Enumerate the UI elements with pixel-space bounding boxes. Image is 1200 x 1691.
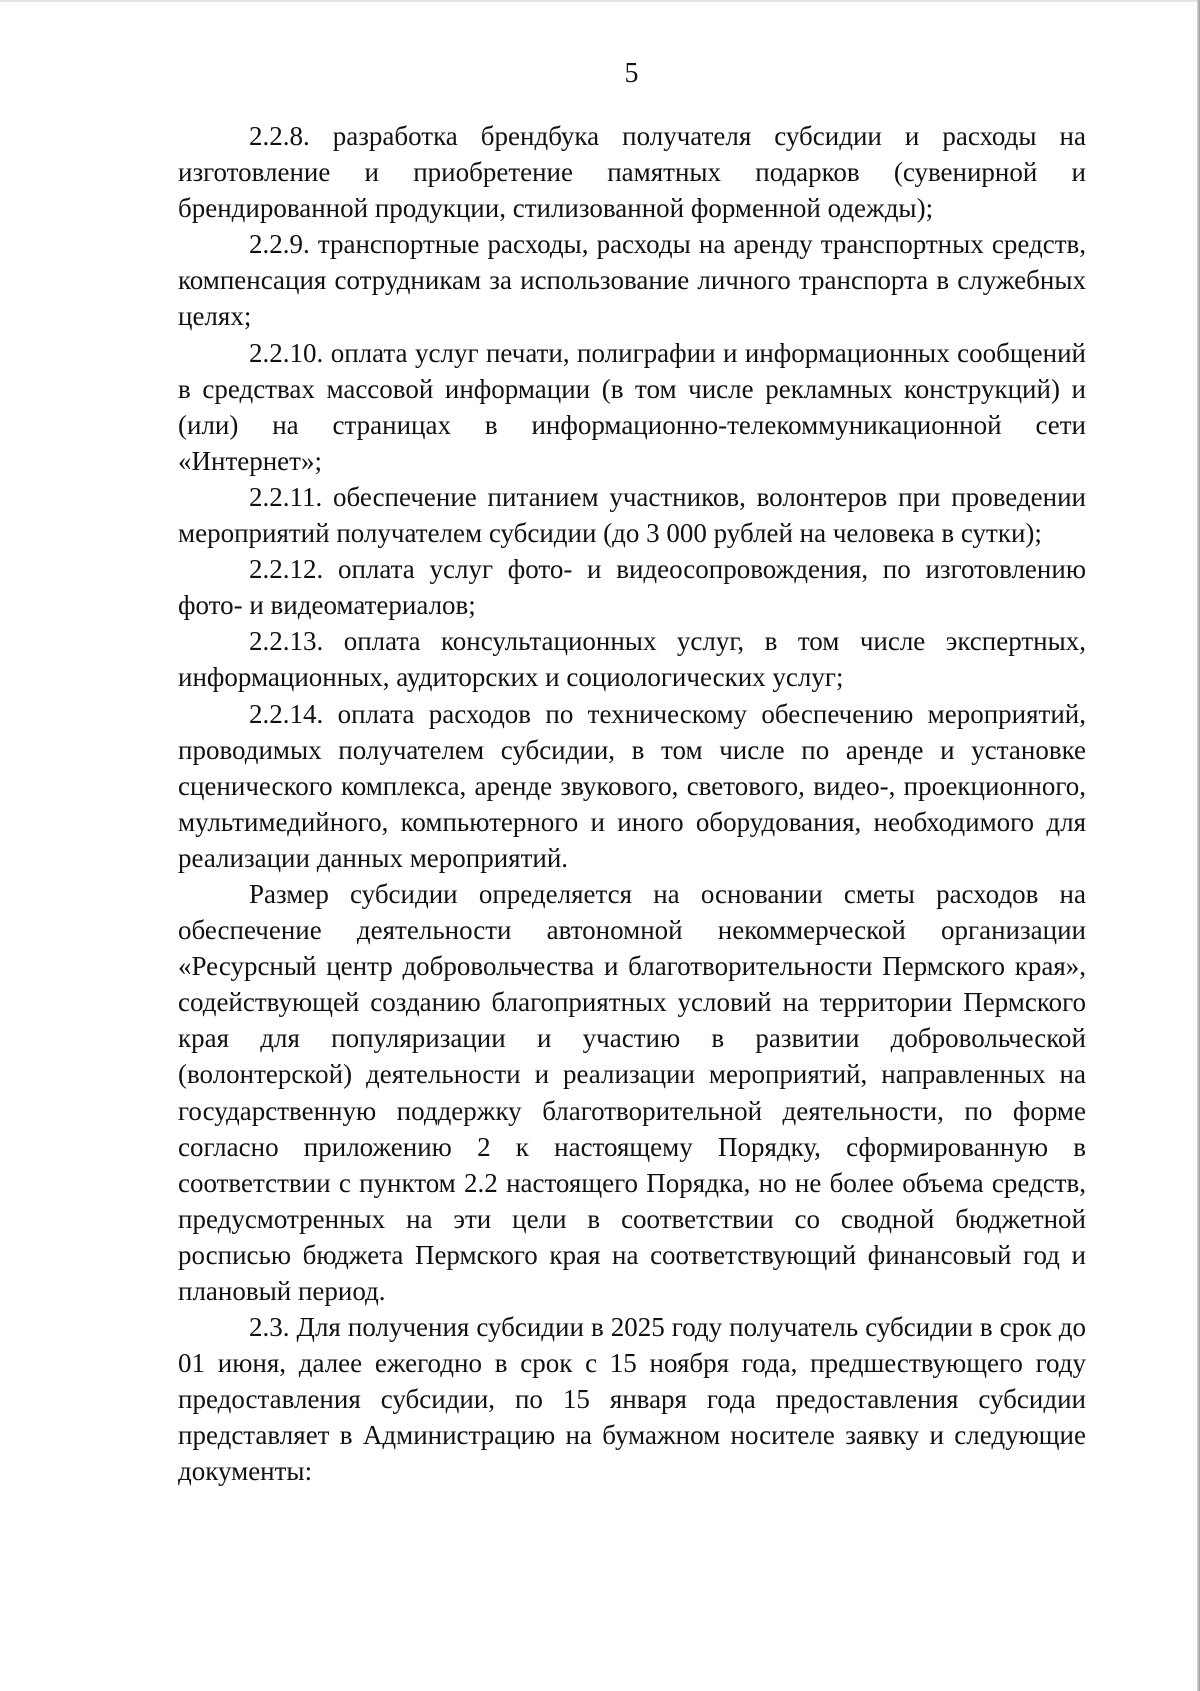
document-body — [178, 118, 1086, 1490]
page-number: 5 — [624, 58, 639, 89]
paragraph-2-2-11: 2.2.11. обеспечение питанием участников, волонтеров при проведении мероприятий получателем субсидии (до 3 000 рублей на человека в сутки); — [178, 481, 1086, 549]
paragraph-2-3: 2.3. Для получения субсидии в 2025 году получатель субсидии в срок до 01 июня, далее ежегодно в срок с 15 ноября года, предшествующего году предоставления субсидии, по 15 января года предоставления субсидии представляет в Администрацию на бумажном носителе заявку и следующие документы: — [178, 1312, 1086, 1487]
paragraph-2-2-9: 2.2.9. транспортные расходы, расходы на аренду транспортных средств, компенсация сотрудникам за использование личного транспорта в служебных целях; — [178, 229, 1086, 332]
paragraph-subsidy-size: Размер субсидии определяется на основании сметы расходов на обеспечение деятельности автономной некоммерческой организации «Ресурсный центр добровольчества и благотворительности Пермского края», содействующей созданию благоприятных условий на территории Пермского края для популяризации и участию в развитии добровольческой (волонтерской) деятельности и реализации мероприятий, направленных на государственную поддержку благотворительной деятельности, по форме согласно приложению 2 к настоящему Порядку, сформированную в соответствии с пунктом 2.2 настоящего Порядка, но не более объема средств, предусмотренных на эти цели в соответствии со сводной бюджетной росписью бюджета Пермского края на соответствующий финансовый год и плановый период. — [178, 878, 1086, 1306]
paragraph-2-2-8: 2.2.8. разработка брендбука получателя субсидии и расходы на изготовление и приобретение памятных подарков (сувенирной и брендированной продукции, стилизованной форменной одежды); — [178, 121, 1086, 224]
paragraph-2-2-10: 2.2.10. оплата услуг печати, полиграфии и информационных сообщений в средствах массовой информации (в том числе рекламных конструкций) и (или) на страницах в информационно-телекоммуникационной сети «Интернет»; — [178, 337, 1086, 476]
scan-top-edge — [0, 0, 1200, 2]
paragraph-2-2-13: 2.2.13. оплата консультационных услуг, в том числе экспертных, информационных, аудиторских и социологических услуг; — [178, 626, 1086, 693]
paragraph-2-2-12: 2.2.12. оплата услуг фото- и видеосопровождения, по изготовлению фото- и видеоматериалов; — [178, 554, 1086, 621]
paragraph-2-2-14: 2.2.14. оплата расходов по техническому обеспечению мероприятий, проводимых получателем субсидии, в том числе по аренде и установке сценического комплекса, аренде звукового, светового, видео-, проекционного, мультимедийного, компьютерного и иного оборудования, необходимого для реализации данных мероприятий. — [178, 698, 1086, 873]
